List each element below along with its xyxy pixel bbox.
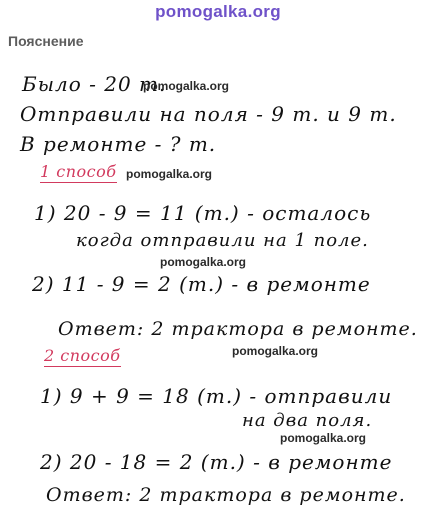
given-sent: Отправили на поля - 9 т. и 9 т. [20, 102, 397, 126]
watermark: pomogalka.org [126, 167, 213, 181]
given-total: Было - 20 т. [22, 72, 167, 96]
method1-label-underline [40, 162, 117, 183]
watermark: pomogalka.org [232, 344, 319, 358]
watermark: pomogalka.org [143, 79, 230, 93]
method2-step2: 2) 20 - 18 = 2 (т.) - в ремонте [40, 450, 393, 474]
method2-label-underline [44, 346, 121, 367]
section-title: Пояснение [8, 33, 84, 49]
method1-answer: Ответ: 2 трактора в ремонте. [58, 318, 418, 340]
watermark: pomogalka.org [280, 431, 367, 445]
method1-step2: 2) 11 - 9 = 2 (т.) - в ремонте [32, 272, 371, 296]
given-question: В ремонте - ? т. [20, 132, 217, 156]
site-header-watermark: pomogalka.org [155, 2, 281, 21]
method2-answer: Ответ: 2 трактора в ремонте. [46, 484, 406, 506]
method2-step1: 1) 9 + 9 = 18 (т.) - отправили [40, 384, 393, 408]
method1-step1-continuation: когда отправили на 1 поле. [76, 230, 369, 251]
method1-label: 1 способ [40, 162, 117, 181]
method1-step1: 1) 20 - 9 = 11 (т.) - осталось [34, 201, 372, 225]
watermark: pomogalka.org [160, 255, 247, 269]
method2-label: 2 способ [44, 346, 121, 365]
method2-step1-continuation: на два поля. [242, 410, 373, 431]
